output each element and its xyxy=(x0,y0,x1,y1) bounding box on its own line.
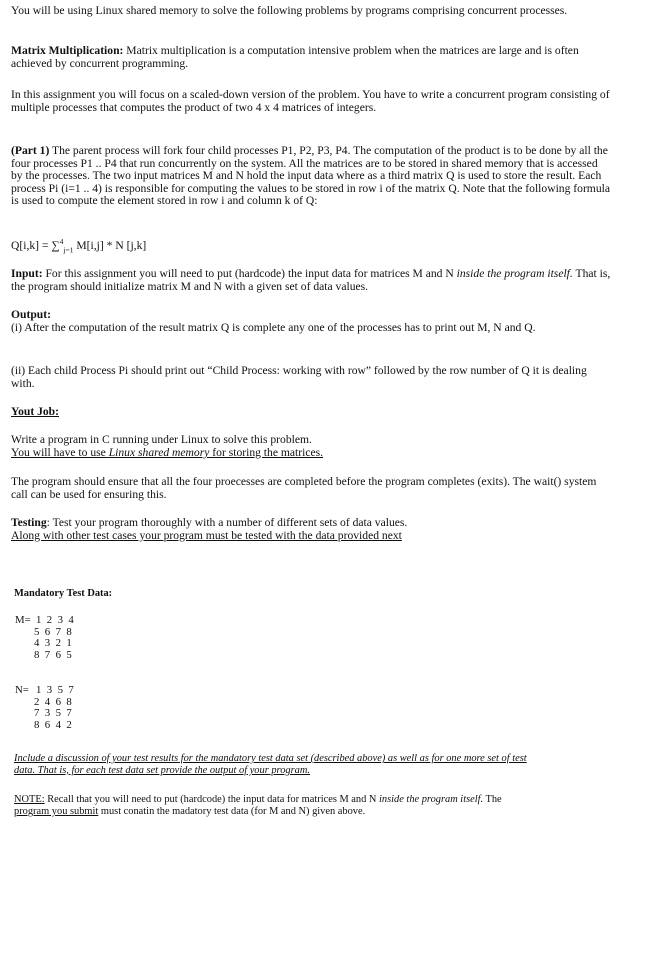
input-heading: Input: xyxy=(11,267,43,280)
discussion-paragraph: Include a discussion of your test results for the mandatory test data set (described above) as well as for one more set of test data. That is, for each test data set provide the output of your program. xyxy=(14,753,527,776)
output-item-2: (ii) Each child Process Pi should print out “Child Process: working with row” followed by the row number of Q it is dealing with. xyxy=(11,364,587,390)
testing-paragraph: Testing: Test your program thoroughly with a number of different sets of data values. Along with other test cases your program must be tested with the data provided next xyxy=(11,517,611,542)
formula: Q[i,k] = ∑$^4_{j=1}$ M[i,j] * N [j,k] xyxy=(11,237,147,255)
matrix-n-row: 1 3 5 7 xyxy=(36,684,74,696)
part1-paragraph xyxy=(11,145,611,208)
mandatory-heading: Mandatory Test Data: xyxy=(14,588,113,599)
job-paragraph: Write a program in C running under Linux to solve this problem. You will have to use Linux shared memory for storing the matrices. xyxy=(11,434,611,459)
output-section xyxy=(11,309,611,334)
note-label: NOTE: xyxy=(14,794,45,805)
matrix-n-row: 7 3 5 7 xyxy=(34,707,72,720)
assignment-paragraph: In this assignment you will focus on a scaled-down version of the problem. You have to write a concurrent program consisting of multiple processes that computes the product of two 4 x 4 matrices of integers. xyxy=(11,88,610,114)
matrix-m-row: 1 2 3 4 xyxy=(36,614,74,626)
job-line-2: You will have to use Linux shared memory for storing the matrices. xyxy=(11,445,324,459)
matrix-m-row: 5 6 7 8 xyxy=(34,625,72,638)
job-heading: Yout Job: xyxy=(11,405,59,418)
matrix-n xyxy=(36,685,74,731)
output-item-1: (i) After the computation of the result matrix Q is complete any one of the processes has to print out M, N and Q. xyxy=(11,320,536,334)
matmul-text: Matrix multiplication is a computation intensive problem when the matrices are large and is often achieved by concurrent programming. xyxy=(11,44,579,70)
intro-paragraph: You will be using Linux shared memory to solve the following problems by programs comprising concurrent processes. xyxy=(11,4,568,17)
part1-heading: (Part 1) xyxy=(11,144,50,157)
sigma-symbol: ∑ xyxy=(51,239,60,252)
matrix-multiplication-paragraph xyxy=(11,45,611,70)
ensure-paragraph: The program should ensure that all the four proecesses are completed before the program completes (exits). The wait() system call can be used for ensuring this. xyxy=(11,475,597,501)
testing-line-2: Along with other test cases your program must be tested with the data provided next xyxy=(11,528,402,542)
output-heading: Output: xyxy=(11,308,51,321)
matrix-n-row: 8 6 4 2 xyxy=(34,718,72,731)
testing-heading: Testing xyxy=(11,516,47,529)
program-submit-text: program you submit xyxy=(14,805,99,817)
matrix-m-label: M= xyxy=(15,614,31,626)
matrix-m xyxy=(36,615,74,661)
matrix-m-row: 4 3 2 1 xyxy=(34,637,72,650)
matrix-n-row: 2 4 6 8 xyxy=(34,695,72,708)
matmul-heading: Matrix Multiplication: xyxy=(11,44,124,57)
input-paragraph: Input: For this assignment you will need to put (hardcode) the input data for matrices M and N inside the program itself. That is, the program should initialize matrix M and N with a given set of data values. xyxy=(11,267,611,293)
note-paragraph: NOTE: Recall that you will need to put (hardcode) the input data for matrices M and N inside the program itself. The program you submit must conatin the madatory test data (for M and N) given above. xyxy=(14,794,502,817)
matrix-n-label: N= xyxy=(15,684,29,696)
part1-text: The parent process will fork four child processes P1, P2, P3, P4. The computation of the product is to be done by all the four processes P1 .. P4 that run concurrently on the system. All the matrices are to be stored in shared memory that is accessed by the processes. The two input matrices M and N hold the input data where as a third matrix Q is used to store the result. Each process Pi (i=1 .. 4) is responsible for computing the values to be stored in row i of the matrix Q. Note that the following formula is used to compute the element stored in row i and column k of Q: xyxy=(11,144,610,208)
matrix-m-row: 8 7 6 5 xyxy=(34,648,72,661)
